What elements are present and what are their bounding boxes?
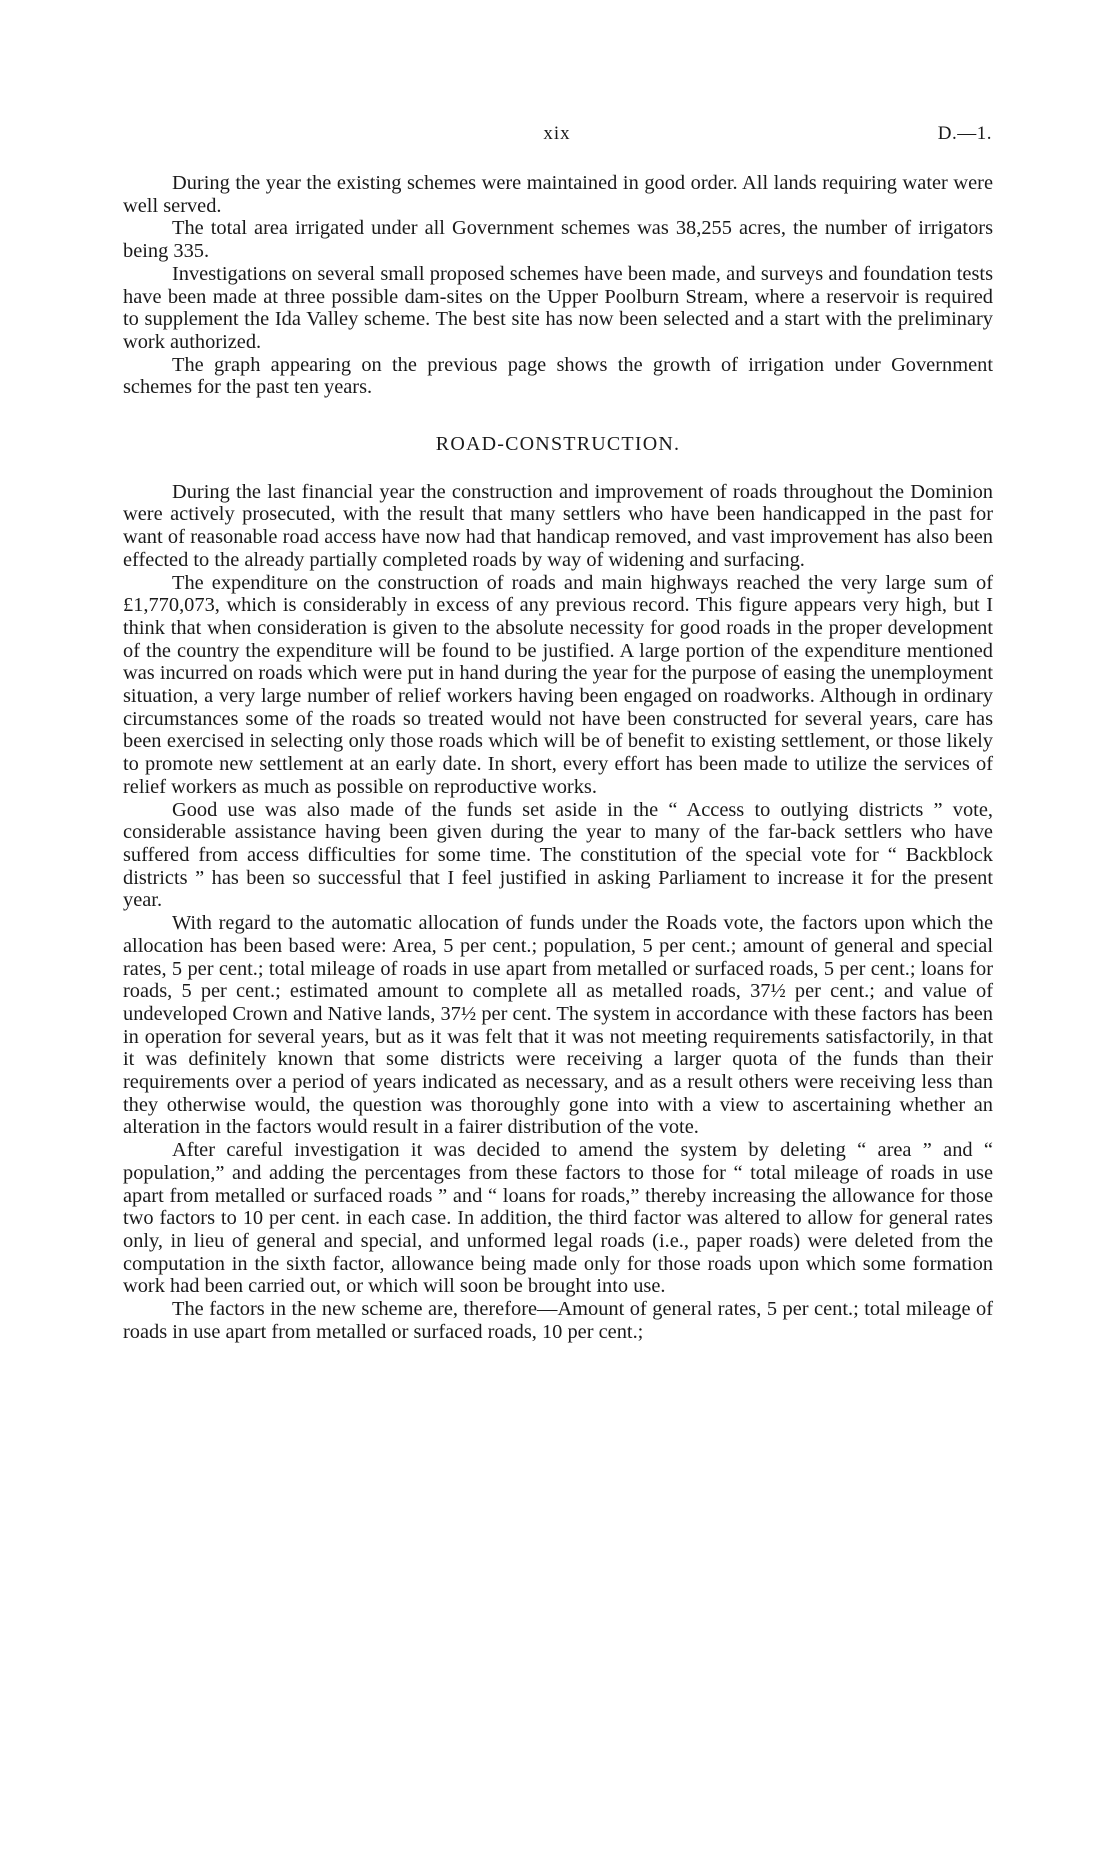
paragraph-irrigation-area: The total area irrigated under all Government schemes was 38,255 acres, the number of irrigators being 335. — [123, 217, 993, 263]
paragraph-roads-allocation: With regard to the automatic allocation of funds under the Roads vote, the factors upon which the allocation has been based were: Area, 5 per cent.; population, 5 per cent.; amount of general and special rates, 5 per cent.; total mileage of roads in use apart from metalled or surfaced roads, 5 per cent.; loans for roads, 5 per cent.; estimated amount to complete all as metalled roads, 37½ per cent.; and value of undeveloped Crown and Native lands, 37½ per cent. The system in accordance with these factors has been in operation for several years, but as it was felt that it was not meeting requirements satisfactorily, in that it was definitely known that some districts were receiving a larger quota of the funds than their requirements over a period of years indicated as necessary, and as a result others were receiving less than they otherwise would, the question was thoroughly gone into with a view to ascertaining whether an alteration in the factors would result in a fairer distribution of the vote. — [123, 912, 993, 1139]
paragraph-roads-new-factors: The factors in the new scheme are, therefore—Amount of general rates, 5 per cent.; total mileage of roads in use apart from metalled or surfaced roads, 10 per cent.; — [123, 1298, 993, 1343]
page-number: xix — [543, 123, 571, 144]
paragraph-roads-amendment: After careful investigation it was decided to amend the system by deleting “ area ” and “ population,” and adding the percentages from these factors to those for “ total mileage of roads in use apart from metalled or surfaced roads ” and “ loans for roads,” thereby increasing the allowance for those two factors to 10 per cent. in each case. In addition, the third factor was altered to allow for general rates only, in lieu of general and special, and unformed legal roads (i.e., paper roads) were deleted from the computation in the sixth factor, allowance being made only for those roads upon which some formation work had been carried out, or which will soon be brought into use. — [123, 1139, 993, 1298]
paragraph-roads-access-vote: Good use was also made of the funds set aside in the “ Access to outlying districts ” vote, considerable assistance having been given during the year to many of the far-back settlers who have suffered from access difficulties for some time. The constitution of the special vote for “ Backblock districts ” has been so successful that I feel justified in asking Parliament to increase it for the present year. — [123, 798, 993, 912]
paragraph-irrigation-maintenance: During the year the existing schemes were maintained in good order. All lands requiring water were well served. — [123, 172, 993, 217]
section-heading-road-construction: ROAD-CONSTRUCTION. — [435, 433, 681, 456]
paragraph-irrigation-investigations: Investigations on several small proposed schemes have been made, and surveys and foundation tests have been made at three possible dam-sites on the Upper Poolburn Stream, where a reservoir is required to supplement the Ida Valley scheme. The best site has now been selected and a start with the preliminary work authorized. — [123, 262, 993, 353]
paragraph-irrigation-graph: The graph appearing on the previous page shows the growth of irrigation under Government schemes for the past ten years. — [123, 353, 993, 399]
paragraph-roads-financial-year: During the last financial year the construction and improvement of roads throughout the Dominion were actively prosecuted, with the result that many settlers who have been handicapped in the past for want of reasonable road access have now had that handicap removed, and vast improvement has also been effected to the already partially completed roads by way of widening and surfacing. — [123, 480, 993, 571]
document-reference: D.—1. — [937, 123, 992, 144]
paragraph-roads-expenditure: The expenditure on the construction of roads and main highways reached the very large sum of £1,770,073, which is considerably in excess of any previous record. This figure appears very high, but I think that when consideration is given to the absolute necessity for good roads in the proper development of the country the expenditure will be found to be justified. A large portion of the expenditure mentioned was incurred on roads which were put in hand during the year for the purpose of easing the unemployment situation, a very large number of relief workers having been engaged on roadworks. Although in ordinary circumstances some of the roads so treated would not have been constructed for several years, care has been exercised in selecting only those roads which will be of benefit to existing settlement, or those likely to promote new settlement at an early date. In short, every effort has been made to utilize the services of relief workers as much as possible on reproductive works. — [123, 571, 993, 798]
body-text — [123, 172, 993, 1343]
